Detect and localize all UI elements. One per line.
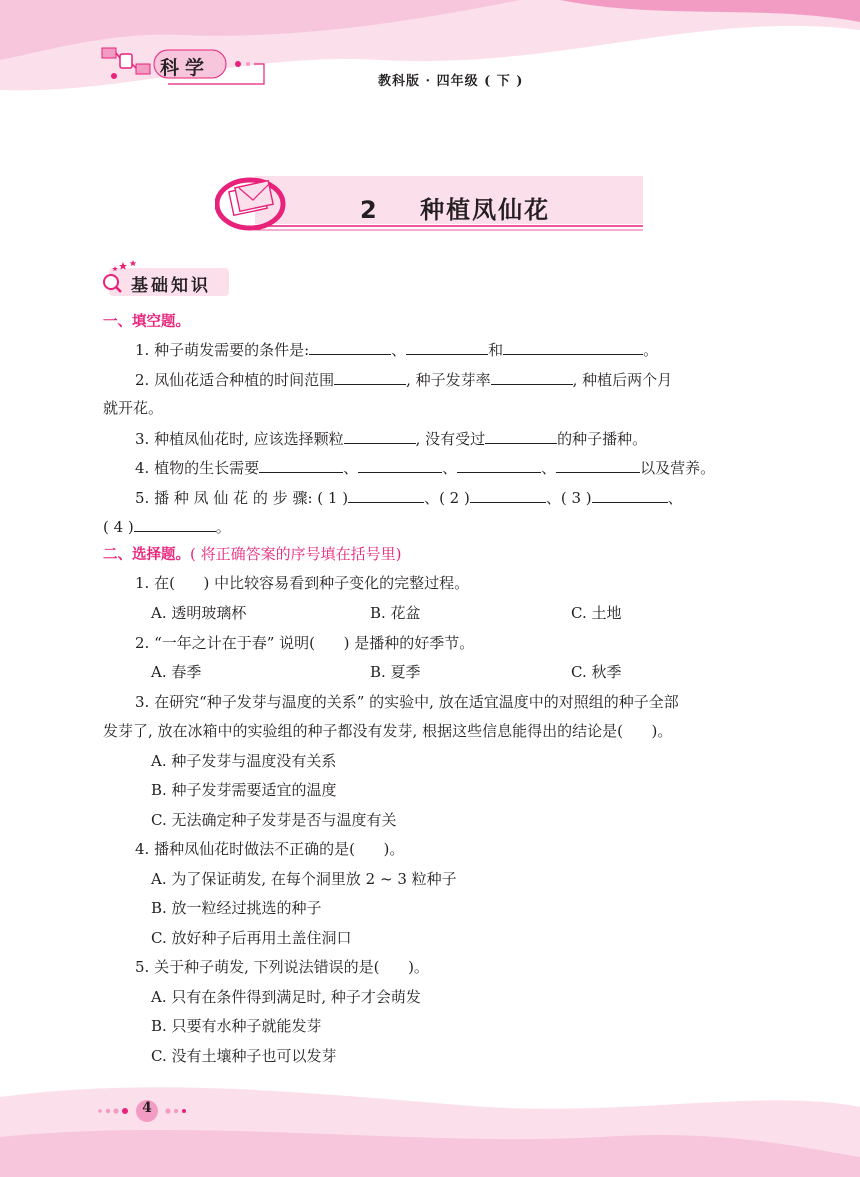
choice-q1-option-c[interactable]: C. 土地 [571, 604, 622, 622]
choice-q3-option-b[interactable]: B. 种子发芽需要适宜的温度 [151, 781, 337, 799]
choice-q3-option-c[interactable]: C. 无法确定种子发芽是否与温度有关 [151, 811, 397, 829]
section-title: 基础知识 [131, 276, 211, 296]
subject-label: 科学 [160, 57, 211, 79]
answer-blank[interactable] [259, 457, 343, 473]
answer-blank[interactable] [457, 457, 541, 473]
choice-q4-option-c[interactable]: C. 放好种子后再用土盖住洞口 [151, 929, 352, 947]
choice-q4-option-b[interactable]: B. 放一粒经过挑选的种子 [151, 899, 322, 917]
choice-q5-option-b[interactable]: B. 只要有水种子就能发芽 [151, 1017, 322, 1035]
fill-q5-cont: ( 4 ) 。 [103, 518, 231, 536]
fill-q5: 5. 播 种 凤 仙 花 的 步 骤: ( 1 ) 、( 2 ) 、( 3 ) 、 [135, 489, 683, 507]
fill-q1: 1. 种子萌发需要的条件是: 、 和 。 [135, 341, 659, 359]
choice-q2-option-b[interactable]: B. 夏季 [370, 663, 421, 681]
fill-q3: 3. 种植凤仙花时, 应该选择颗粒 , 没有受过 的种子播种。 [135, 430, 648, 448]
fill-blank-heading: 一、填空题。 [103, 314, 190, 330]
choice-q2-option-a[interactable]: A. 春季 [151, 663, 202, 681]
answer-blank[interactable] [334, 369, 406, 385]
answer-blank[interactable] [556, 457, 640, 473]
choice-q1-stem: 1. 在( ) 中比较容易看到种子变化的完整过程。 [135, 574, 470, 592]
page-number: 4 [142, 1100, 152, 1116]
answer-blank[interactable] [344, 428, 416, 444]
choice-q5-stem: 5. 关于种子萌发, 下列说法错误的是( )。 [135, 958, 429, 976]
choice-heading: 二、选择题。( 将正确答案的序号填在括号里) [103, 545, 402, 563]
choice-q5-option-c[interactable]: C. 没有土壤种子也可以发芽 [151, 1047, 337, 1065]
answer-blank[interactable] [134, 516, 216, 532]
answer-blank[interactable] [491, 369, 573, 385]
answer-blank[interactable] [470, 487, 546, 503]
edition-label: 教科版 · 四年级 ( 下 ) [378, 74, 524, 89]
choice-hint: ( 将正确答案的序号填在括号里) [190, 545, 402, 563]
answer-blank[interactable] [309, 339, 391, 355]
fill-q2-cont: 就开花。 [103, 399, 164, 417]
answer-blank[interactable] [485, 428, 557, 444]
choice-q3-option-a[interactable]: A. 种子发芽与温度没有关系 [151, 752, 337, 770]
choice-q3-stem: 3. 在研究“种子发芽与温度的关系” 的实验中, 放在适宜温度中的对照组的种子全部 [135, 693, 679, 711]
answer-blank[interactable] [348, 487, 424, 503]
lesson-title: 2 种植凤仙花 [360, 196, 551, 224]
fill-q4: 4. 植物的生长需要 、 、 、 以及营养。 [135, 459, 716, 477]
answer-blank[interactable] [503, 339, 643, 355]
choice-q2-stem: 2. “一年之计在于春” 说明( ) 是播种的好季节。 [135, 634, 475, 652]
choice-q4-stem: 4. 播种凤仙花时做法不正确的是( )。 [135, 840, 405, 858]
choice-q3-stem-cont: 发芽了, 放在冰箱中的实验组的种子都没有发芽, 根据这些信息能得出的结论是( )。 [103, 722, 673, 740]
choice-q2-option-c[interactable]: C. 秋季 [571, 663, 622, 681]
answer-blank[interactable] [406, 339, 488, 355]
choice-q5-option-a[interactable]: A. 只有在条件得到满足时, 种子才会萌发 [151, 988, 421, 1006]
choice-q1-option-b[interactable]: B. 花盆 [370, 604, 421, 622]
answer-blank[interactable] [592, 487, 668, 503]
fill-q2: 2. 凤仙花适合种植的时间范围 , 种子发芽率 , 种植后两个月 [135, 371, 673, 389]
choice-q1-option-a[interactable]: A. 透明玻璃杯 [151, 604, 247, 622]
choice-q4-option-a[interactable]: A. 为了保证萌发, 在每个洞里放 2 ~ 3 粒种子 [151, 870, 457, 888]
answer-blank[interactable] [358, 457, 442, 473]
